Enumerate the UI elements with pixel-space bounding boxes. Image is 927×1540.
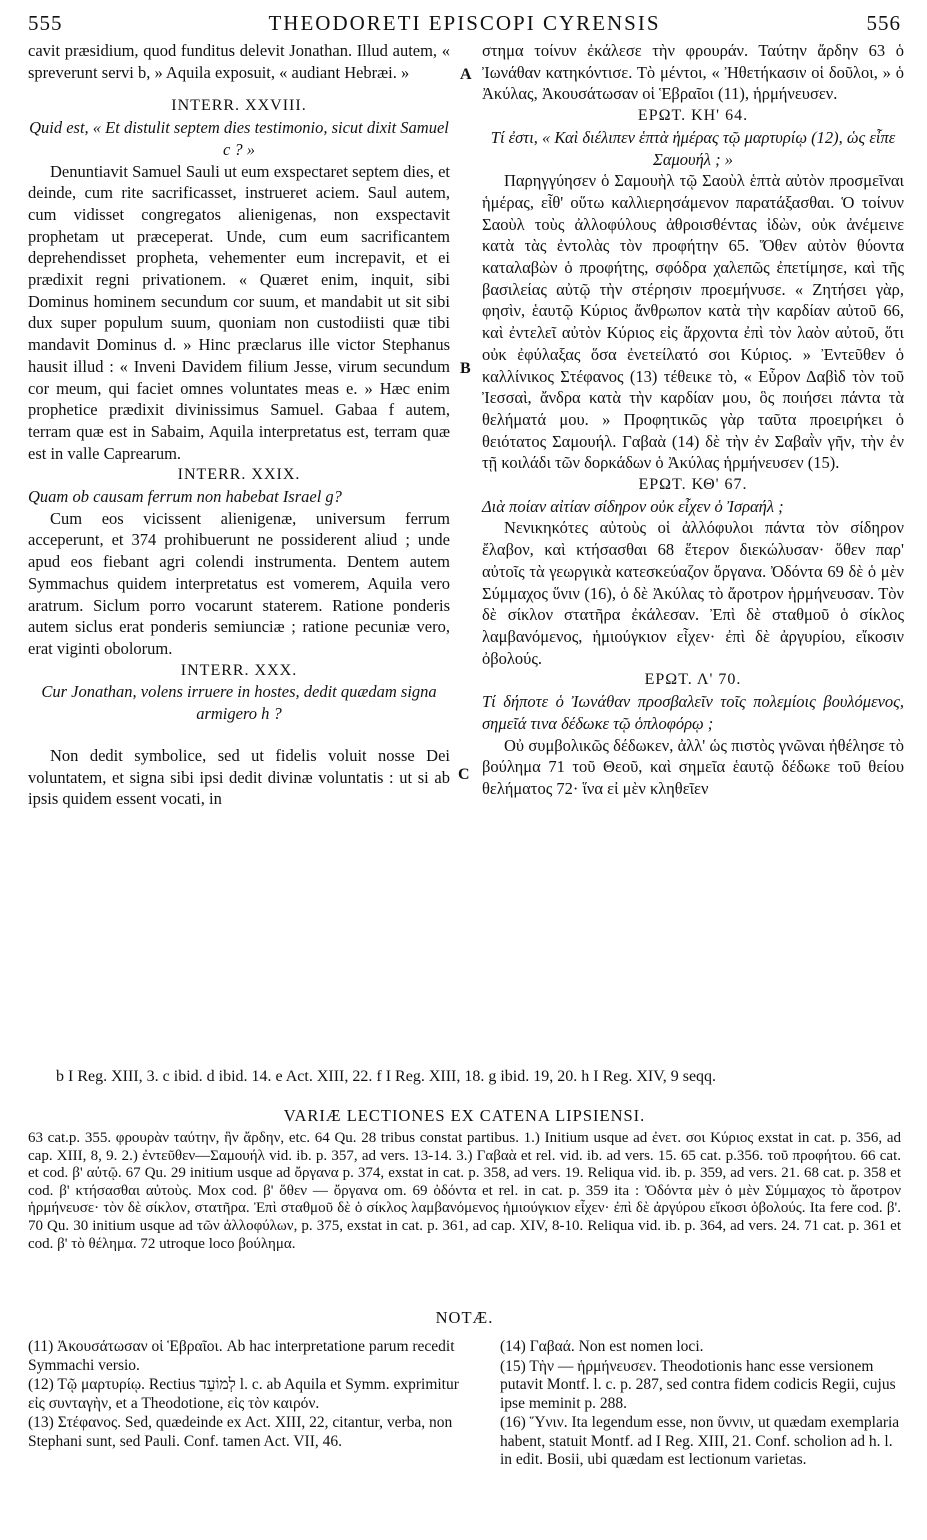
question: Διὰ ποίαν αἰτίαν σίδηρον οὐκ εἶχεν ὁ Ἰσραήλ ; [482, 496, 784, 516]
varia-lectiones [28, 1130, 901, 1253]
latin-column [28, 40, 450, 810]
greek-paragraph: Νενικηκότες αὐτοὺς οἱ ἀλλόφυλοι πάντα τὸν σίδηρον ἔλαβον, καὶ κτήσασθαι 68 ἕτερον διεκώλυσαν· ὅθεν παρ' αὐτοῖς τὰ γεωργικὰ κατεσκεύαζον ὄργανα. Ὀδόντα 69 δὲ ὁ μὲν Σύμμαχος ὕνιν (16), ὁ δὲ Ἀκύλας τὸ ἄροτρον ἡρμήνευσαν. Τὸν δὲ σίκλον στατῆρα ἐκάλεσαν. Ἐπὶ δὲ σταθμοῦ ὁ σίκλος λαμβανόμενος, ἡμιούγκιον εἶχεν· ἐπὶ δὲ ἀργυρίου, εἴκοσιν ὀβολούς. [482, 518, 904, 668]
latin-paragraph: Denuntiavit Samuel Sauli ut eum exspectaret septem dies, et deinde, cum rite sacrificasset, instrueret aciem. Saul autem, cum vidisset congregatos alienigenas, non exspectavit prophetam ut præceperat. Unde, cum eum sacrificantem deprehendisset propheta, vehementer eum increpavit, et ei prædixit regni privationem. « Quæret enim, inquit, sibi Dominus hominem secundum cor suum, et mandabit ut sit sibi dux super populum suum, quoniam non custodiisti quæ tibi mandavit Dominus d. » Hinc præclarus ille victor Stephanus hausit illud : « Inveni Davidem filium Jesse, virum secundum cor meum, qui faciet omnes voluntates meas e. » Hæc enim prophetice prædixit divinissimus Samuel. Gabaa f autem, terram quæ est in Sabaim, Aquila interpretatus est, terram quæ est in valle Caprearum. [28, 161, 450, 463]
section-heading: ΕΡΩΤ. Λ' 70. [644, 671, 742, 689]
notae-heading: NOTÆ. [435, 1308, 494, 1327]
note-item: (14) Γαβαά. Non est nomen loci. [500, 1338, 704, 1355]
scripture-footnotes [56, 1067, 901, 1087]
margin-letter-a: A [460, 66, 472, 83]
section-heading: INTERR. XXVIII. [171, 97, 307, 115]
section-heading: ΕΡΩΤ. ΚΗ' 64. [637, 107, 749, 125]
note-item: (11) Ἀκουσάτωσαν οἱ Ἑβραῖοι. Ab hac interpretatione parum recedit Symmachi versio. [28, 1338, 455, 1374]
section-heading: INTERR. XXX. [180, 661, 298, 679]
question: Cur Jonathan, volens irruere in hostes, dedit quædam signa armigero h ? [41, 682, 437, 724]
note-item: (16) Ὕνιν. Ita legendum esse, non ὕννιν, ut quædam exemplaria habent, statuit Montf. ad I Reg. XIII, 21. Conf. scholion ad h. l. in edit. Bosii, ubi quædam est lectionum varietas. [500, 1414, 900, 1468]
page-number-left: 555 [28, 10, 63, 35]
latin-paragraph: cavit præsidium, quod funditus delevit Jonathan. Illud autem, « spreverunt servi b, » Aquila exposuit, « audiant Hebræi. » [28, 41, 450, 82]
notes-left-column [28, 1338, 460, 1452]
latin-paragraph: Non dedit symbolice, sed ut fidelis voluit nosse Dei voluntatem, et signa sibi ipsi dedit divinæ voluntatis : ut si ab ipsis quidem essent vocati, in [28, 745, 450, 809]
page-number-right: 556 [866, 10, 901, 35]
page-header [28, 6, 901, 40]
latin-paragraph: Cum eos vicissent alienigenæ, universum ferrum acceperunt, et 374 prohibuerunt ne possiderent aliud ; unde apud eos fiebant agri colendi instrumenta. Dentem autem Symmachus quidem interpretatus est vomerem, Aquila vero aratrum. Siclum porro vocarunt staterem. Ratione ponderis autem siclus erat ponderis semiunciæ ; ratione pecuniæ vero, erat viginti obolorum. [28, 508, 450, 658]
running-title: THEODORETI EPISCOPI CYRENSIS [268, 10, 661, 35]
question: Τί ἐστι, « Καὶ διέλιπεν ἑπτὰ ἡμέρας τῷ μαρτυρίῳ (12), ὡς εἶπε Σαμουήλ ; » [490, 127, 896, 169]
notes-right-column [500, 1338, 902, 1471]
question: Τί δήποτε ὁ Ἰωνάθαν προσβαλεῖν τοῖς πολεμίοις βουλόμενος, σημεῖά τινα δέδωκε τῷ ὁπλοφόρῳ ; [482, 692, 904, 733]
margin-letter-b: B [460, 360, 471, 377]
question: Quid est, « Et distulit septem dies testimonio, sicut dixit Samuel c ? » [29, 118, 449, 159]
greek-paragraph: Οὐ συμβολικῶς δέδωκεν, ἀλλ' ὡς πιστὸς γνῶναι ἠθέλησε τὸ βούλημα 71 τοῦ Θεοῦ, καὶ σημεῖα ἑαυτῷ δέδωκε τοῦ θείου θελήματος 72· ἵνα εἰ μὲν κληθεῖεν [482, 735, 904, 798]
section-heading: INTERR. XXIX. [177, 466, 301, 484]
greek-paragraph: στημα τοίνυν ἐκάλεσε τὴν φρουράν. Ταύτην ἄρδην 63 ὁ Ἰωνάθαν κατηκόντισε. Τὸ μέντοι, « Ἠθετήκασιν οἱ δοῦλοι, » ὁ Ἀκύλας, Ἀκουσάτωσαν οἱ Ἑβραῖοι (11), ἡρμήνευσεν. [482, 41, 904, 104]
varia-text: 63 cat.p. 355. φρουρὰν ταύτην, ἣν ἄρδην, etc. 64 Qu. 28 tribus constat partibus. 1.) Initium usque ad ἐνετ. σοι Κύριος exstat in cat. p. 356, ad cap. XIII, 8, 9. 2.) ἐντεῦθεν—Σαμουήλ vid. ib. p. 357, ad vers. 13-14. 3.) Γαβαὰ et rel. vid. ib. ad vers. 15. 65 cat. p.356. τοῦ προφήτου. 66 cat. et cod. β' αὐτῷ. 67 Qu. 29 initium usque ad ὄργανα p. 374, exstat in cat. p. 358, ad vers. 19. Reliqua vid. ib. p. 359, ad vers. 21. 68 cat. p. 358 et cod. β' κτήσασθαι αὐτοὺς. Mox cod. β' ὅθεν — ὄργανα om. 69 ὀδόντα et rel. in cat. p. 359 ita : Ὀδόντα μὲν ὁ μὲν Σύμμαχος τὸ ἄροτρον ἡρμήνευσε· τὸν δὲ σίκλον, στατῆρα. Ἐπὶ σταθμοῦ δὲ ὁ σίκλος λαμβανόμενος ἡμιούγκιον εἶχεν· ἐπὶ δὲ ἀργύρου εἴκοσι ὀβολούς. Ita fere cod. β'. 70 Qu. 30 initium usque ad τῶν ἀλλοφύλων, p. 375, exstat in cat. p. 361, ad cap. XIV, 8-10. Reliqua vid. ib. p. 364, ad vers. 24. 71 cat. p. 361 et cod. β' τὸ θέλημα. 72 utroque loco βούλημα. [28, 1130, 901, 1252]
note-item: (15) Τὴν — ἡρμήνευσεν. Theodotionis hanc esse versionem putavit Montf. l. c. p. 287, sed contra fidem codicis Regii, cujus ipse meminit p. 288. [500, 1357, 896, 1412]
note-item: (12) Τῷ μαρτυρίῳ. Rectius לְמוֹעֵד l. c. ab Aquila et Symm. exprimitur εἰς συνταγὴν, et a Theodotione, εἰς τὸν καιρόν. [28, 1376, 459, 1412]
varia-heading: VARIÆ LECTIONES EX CATENA LIPSIENSI. [283, 1106, 646, 1125]
question: Quam ob causam ferrum non habebat Israel g? [28, 487, 342, 507]
section-heading: ΕΡΩΤ. ΚΘ' 67. [638, 476, 748, 494]
greek-column [482, 40, 904, 800]
footnote-line: b I Reg. XIII, 3. c ibid. d ibid. 14. e Act. XIII, 22. f I Reg. XIII, 18. g ibid. 19, 20. h I Reg. XIV, 9 seqq. [56, 1068, 717, 1085]
greek-paragraph: Παρηγγύησεν ὁ Σαμουὴλ τῷ Σαοὺλ ἑπτὰ αὐτὸν προσμεῖναι ἡμέρας, εἶθ' οὕτω καλλιερησάμενον παρατάξασθαι. Ὁ τοίνυν Σαοὺλ τοὺς ἀλλοφύλους ἀθροισθέντας ἰδὼν, οὐκ ἀνέμεινε κατὰ τὰς ἐντολὰς τὸν προφήτην 65. Ὅθεν αὐτὸν θύοντα καταλαβὼν ὁ προφήτης, σφόδρα χαλεπῶς ἐπετίμησε, καὶ τῆς βασιλείας αὐτῷ τὴν στέρησιν προεμήνυσε. « Ζητήσει γὰρ, φησὶν, ἑαυτῷ Κύριος ἄνθρωπον κατὰ τὴν καρδίαν αὐτοῦ 66, καὶ ἐντελεῖ αὐτὸν Κύριος εἰς ἄρχοντα ἐπὶ τὸν λαὸν αὐτοῦ, ὅτι οὐκ ἐφύλαξας ὅσα ἐνετείλατό σοι Κύριος. » Ἐντεῦθεν ὁ καλλίνικος Στέφανος (13) τέθεικε τὸ, « Εὗρον Δαβὶδ τὸν τοῦ Ἰεσσαὶ, ἄνδρα κατὰ τὴν καρδίαν μου, ὃς ποιήσει πάντα τὰ θελήματά μου. » Προφητικῶς γὰρ ταῦτα προειρήκει ὁ θειότατος Σαμουήλ. Γαβαὰ (14) δὲ τὴν ἐν Σαβαῒν γῆν, τὴν ἐν τῇ κοιλάδι τῶν δορκάδων ὁ Ἀκύλας ἡρμήνευσεν (15). [482, 171, 904, 473]
note-item: (13) Στέφανος. Sed, quædeinde ex Act. XIII, 22, citantur, verba, non Stephani sunt, sed Pauli. Conf. tamen Act. VII, 46. [28, 1414, 453, 1450]
margin-letter-c: C [458, 766, 470, 783]
